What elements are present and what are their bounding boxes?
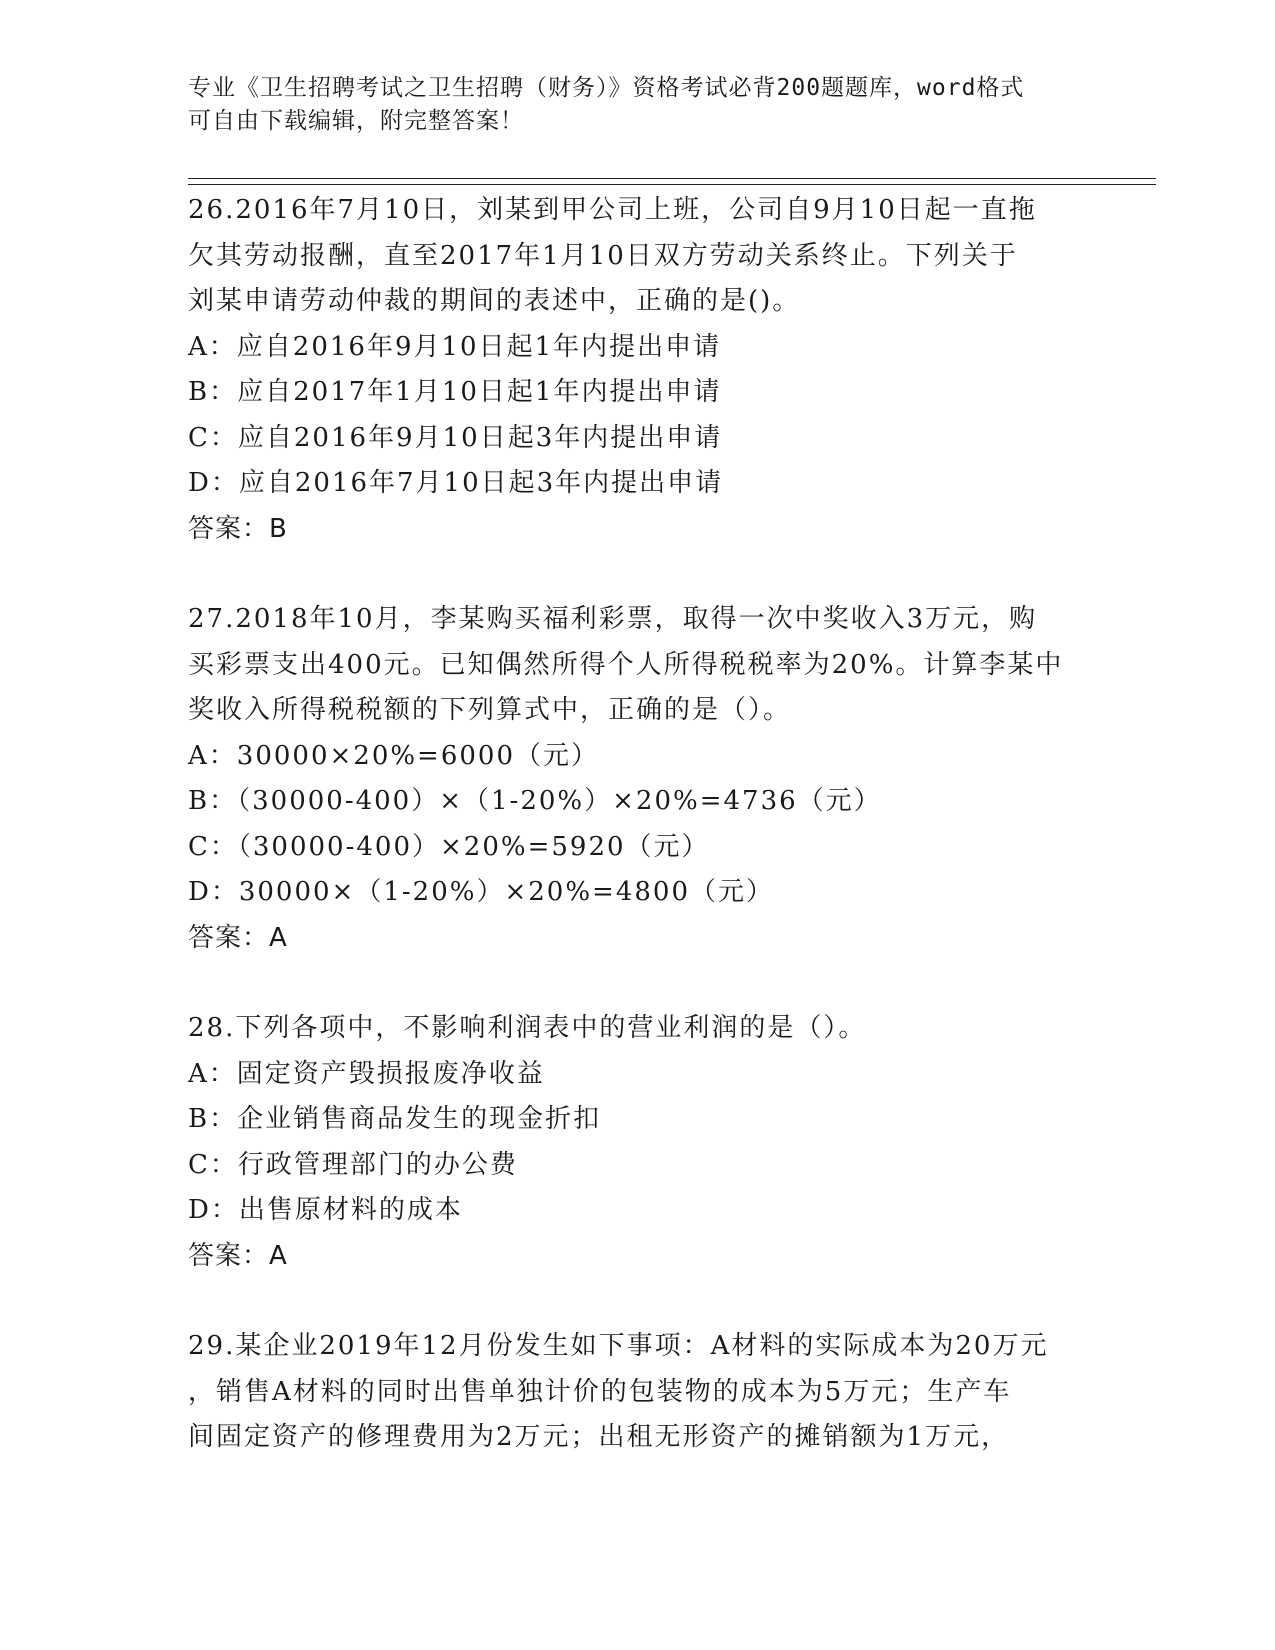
question-28 — [188, 1006, 1088, 1279]
question-text-line: 奖收入所得税税额的下列算式中，正确的是（）。 — [188, 695, 792, 725]
option-b: B：应自2017年1月10日起1年内提出申请 — [188, 377, 722, 407]
spacer — [188, 552, 1088, 597]
header-line-2: 可自由下载编辑，附完整答案！ — [188, 108, 524, 134]
option-c: C：（30000-400）×20%=5920（元） — [188, 831, 710, 862]
question-26 — [188, 188, 1088, 552]
question-text-line: 29.某企业2019年12月份发生如下事项：A材料的实际成本为20万元 — [188, 1331, 1049, 1361]
question-29 — [188, 1324, 1088, 1461]
question-text-line: 26.2016年7月10日，刘某到甲公司上班，公司自9月10日起一直拖 — [188, 195, 1037, 225]
question-27 — [188, 597, 1088, 961]
question-text-line: 欠其劳动报酬，直至2017年1月10日双方劳动关系终止。下列关于 — [188, 240, 1018, 271]
header-divider-top — [188, 178, 1156, 179]
question-text-line: 间固定资产的修理费用为2万元；出租无形资产的摊销额为1万元， — [188, 1422, 1010, 1452]
option-c: C：应自2016年9月10日起3年内提出申请 — [188, 422, 723, 453]
question-text-line: ，销售A材料的同时出售单独计价的包装物的成本为5万元；生产车 — [188, 1376, 1012, 1407]
question-text-line: 27.2018年10月，李某购买福利彩票，取得一次中奖收入3万元，购 — [188, 604, 1038, 634]
question-text-line: 刘某申请劳动仲裁的期间的表述中，正确的是()。 — [188, 286, 801, 316]
option-d: D：出售原材料的成本 — [188, 1195, 463, 1225]
option-a: A：30000×20%=6000（元） — [188, 740, 600, 771]
spacer — [188, 1279, 1088, 1324]
question-list — [188, 188, 1088, 1461]
option-a: A：应自2016年9月10日起1年内提出申请 — [188, 331, 722, 362]
option-b: B：（30000-400）×（1-20%）×20%=4736（元） — [188, 786, 882, 816]
option-b: B：企业销售商品发生的现金折扣 — [188, 1104, 602, 1134]
option-d: D：30000×（1-20%）×20%=4800（元） — [188, 877, 774, 907]
spacer — [188, 961, 1088, 1006]
question-text-line: 买彩票支出400元。已知偶然所得个人所得税税率为20%。计算李某中 — [188, 649, 1064, 680]
option-d: D：应自2016年7月10日起3年内提出申请 — [188, 468, 724, 498]
document-header — [188, 72, 1078, 138]
option-a: A：固定资产毁损报废净收益 — [188, 1058, 545, 1089]
header-line-1: 专业《卫生招聘考试之卫生招聘（财务）》资格考试必背200题题库，word格式 — [188, 75, 1025, 101]
option-c: C：行政管理部门的办公费 — [188, 1149, 518, 1180]
header-divider-bottom — [188, 184, 1156, 185]
answer: 答案：A — [188, 1240, 288, 1271]
question-text-line: 28.下列各项中，不影响利润表中的营业利润的是（）。 — [188, 1013, 867, 1043]
answer: 答案：A — [188, 922, 288, 953]
answer: 答案：B — [188, 513, 288, 544]
